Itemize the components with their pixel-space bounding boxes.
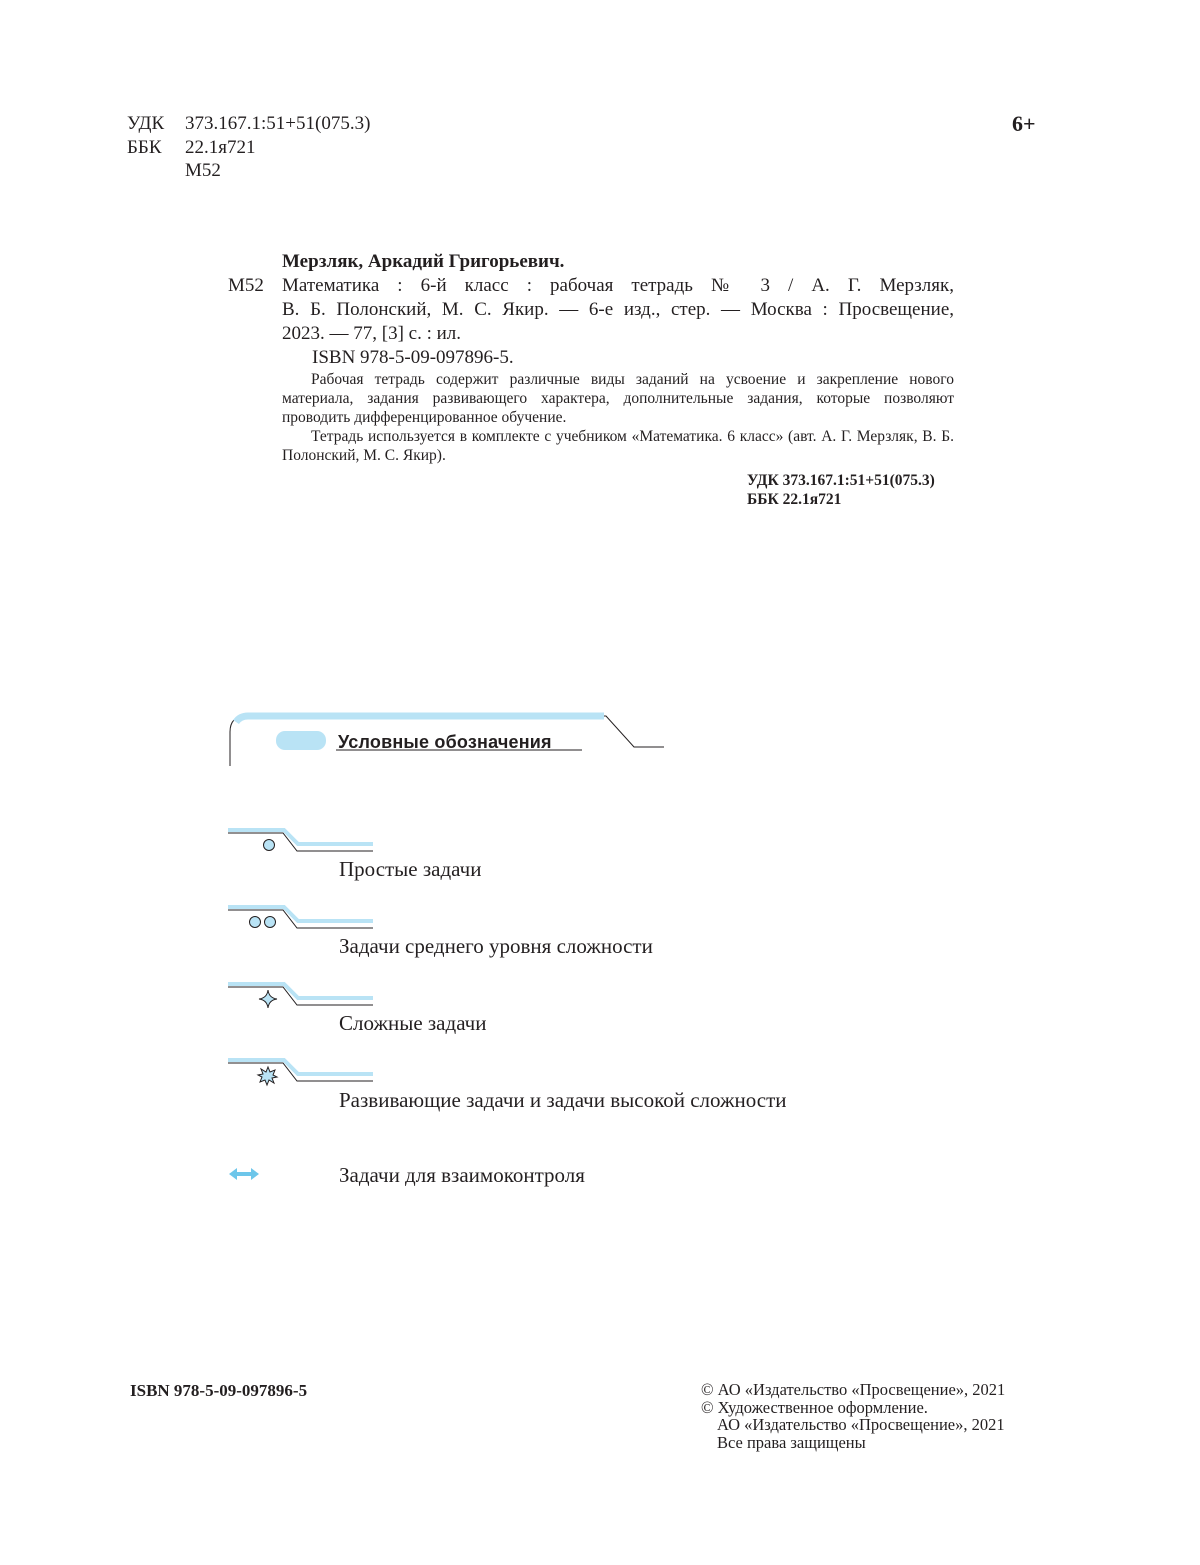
copyright-block (701, 1381, 1005, 1451)
starburst-icon (258, 1067, 277, 1085)
legend-title: Условные обозначения (338, 732, 552, 752)
copyright-line-1: © АО «Издательство «Просвещение», 2021 (701, 1380, 1006, 1399)
legend-label-2: Задачи среднего уровня сложности (339, 934, 653, 958)
annotation-udk: УДК 373.167.1:51+51(075.3) (747, 472, 935, 489)
legend-label-1: Простые задачи (339, 857, 482, 881)
bbk-label: ББК (127, 136, 162, 158)
annotation-paragraph-1: Рабочая тетрадь содержит различные виды заданий на усвоение и закрепление нового материала, задания развивающего характера, дополнительные задания, которые позволяют проводить дифференцированное обучение. (282, 371, 954, 426)
copyright-line-3: АО «Издательство «Просвещение», 2021 (717, 1415, 1005, 1434)
biblio-code: М52 (228, 275, 264, 296)
legend-title-pill-icon (276, 731, 326, 750)
rights-reserved: Все права защищены (717, 1432, 866, 1452)
udk-row (127, 112, 370, 136)
biblio-title-line: Математика : 6-й класс : рабочая тетрадь № 3 / А. Г. Мерзляк, (282, 275, 954, 296)
annotation-codes (747, 471, 954, 509)
legend-tab-4 (228, 1056, 378, 1090)
circle-icon (264, 840, 275, 851)
biblio-isbn: ISBN 978-5-09-097896-5. (312, 347, 514, 368)
legend-tab-3 (228, 980, 378, 1012)
classification-codes (127, 112, 370, 183)
biblio-line-3: 2023. — 77, [3] с. : ил. (282, 323, 462, 344)
author-mark: М52 (185, 160, 221, 181)
legend-tab-1 (228, 826, 378, 856)
diamond-star-icon (259, 990, 277, 1008)
double-arrow-icon (228, 1166, 262, 1182)
legend-tab-2 (228, 903, 378, 933)
age-rating: 6+ (1012, 111, 1036, 136)
annotation (282, 370, 954, 465)
bbk-row (127, 136, 370, 160)
annotation-bbk: ББК 22.1я721 (747, 491, 842, 508)
copyright-line-2: © Художественное оформление. (701, 1397, 928, 1417)
footer-isbn: ISBN 978-5-09-097896-5 (130, 1381, 308, 1400)
bibliographic-record (228, 250, 954, 509)
bbk-value: 22.1я721 (185, 136, 256, 158)
udk-label: УДК (127, 113, 165, 134)
author-heading: Мерзляк, Аркадий Григорьевич. (282, 251, 565, 272)
author-mark-row (127, 159, 370, 183)
legend-label-4: Развивающие задачи и задачи высокой сложности (339, 1088, 787, 1112)
udk-value: 373.167.1:51+51(075.3) (185, 113, 371, 134)
legend-label-5: Задачи для взаимоконтроля (339, 1163, 585, 1187)
double-circle-icon (250, 917, 276, 928)
legend-label-3: Сложные задачи (339, 1011, 487, 1035)
biblio-line-1 (228, 274, 954, 298)
annotation-paragraph-2: Тетрадь используется в комплекте с учебником «Математика. 6 класс» (авт. А. Г. Мерзляк, В. Б. Полонский, М. С. Якир). (282, 428, 954, 464)
biblio-line-2: В. Б. Полонский, М. С. Якир. — 6-е изд., стер. — Москва : Просвещение, (282, 299, 954, 320)
